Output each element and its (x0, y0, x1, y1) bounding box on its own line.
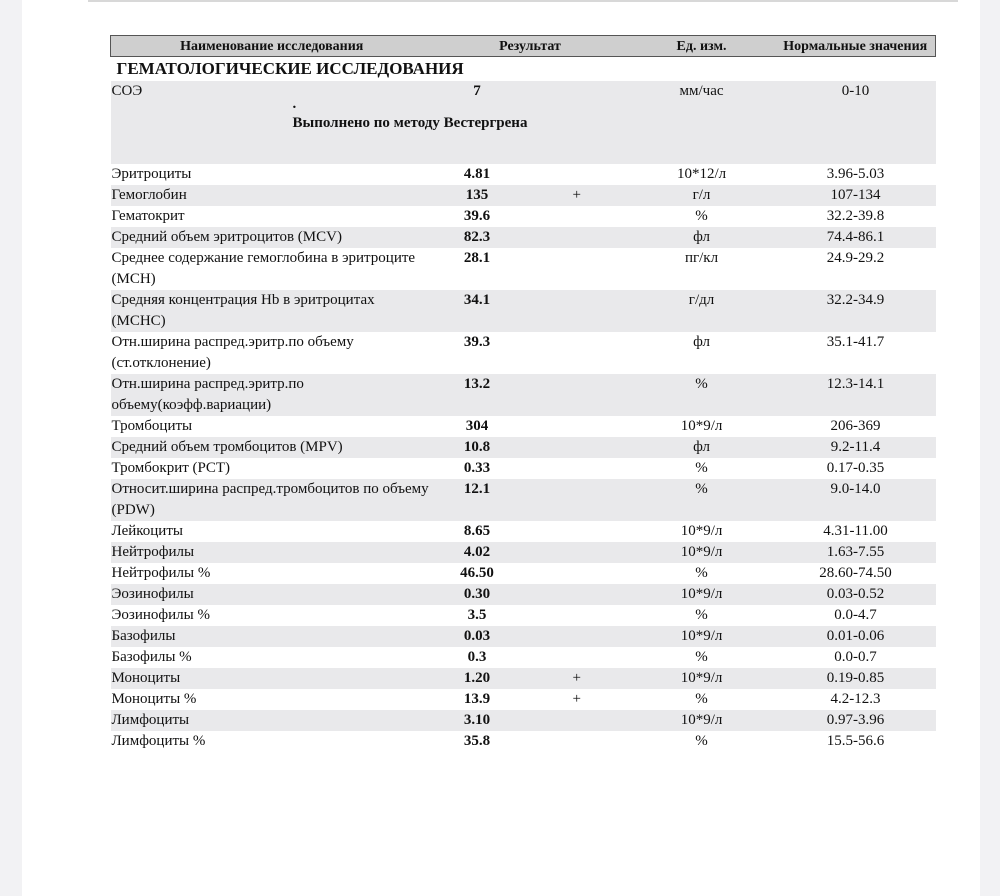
test-unit: 10*9/л (680, 523, 723, 539)
header-result: Результат (433, 36, 628, 57)
deviation-flag (522, 227, 628, 248)
esr-norm: 0-10 (776, 81, 936, 102)
test-result: 82.3 (433, 227, 522, 248)
test-unit: 10*9/л (628, 584, 776, 605)
test-name: Относит.ширина распред.тромбоцитов по объему (PDW) (111, 479, 433, 521)
test-result: 13.9 (463, 691, 491, 707)
deviation-flag (522, 626, 628, 647)
table-row (111, 458, 936, 479)
reference-range: 9.0-14.0 (776, 479, 936, 521)
test-name: Отн.ширина распред.эритр.по объему(коэфф.вариации) (111, 374, 433, 416)
deviation-flag: + (572, 691, 581, 707)
test-name: Базофилы % (111, 649, 192, 665)
deviation-flag (522, 437, 628, 458)
test-unit: пг/кл (684, 250, 719, 266)
test-name: Гемоглобин (111, 185, 433, 206)
results-table (110, 35, 936, 752)
table-row (111, 479, 936, 521)
table-row (111, 227, 936, 248)
test-unit: % (695, 460, 708, 476)
test-result: 304 (465, 418, 489, 434)
test-result: 46.50 (460, 565, 494, 581)
table-row (111, 605, 936, 626)
table-row (111, 206, 936, 227)
test-unit: 10*9/л (628, 542, 776, 563)
table-header-row (111, 36, 936, 57)
deviation-flag (522, 731, 628, 752)
reference-range: 0.0-0.7 (834, 649, 877, 665)
reference-range: 74.4-86.1 (776, 227, 936, 248)
test-unit: % (695, 649, 708, 665)
test-unit: % (695, 691, 708, 707)
table-row (111, 689, 936, 710)
deviation-flag (522, 584, 628, 605)
table-row (111, 416, 936, 437)
deviation-flag (522, 710, 628, 731)
reference-range: 32.2-34.9 (776, 290, 936, 332)
deviation-flag (522, 374, 628, 416)
esr-row (111, 81, 936, 102)
test-unit: 10*9/л (628, 668, 776, 689)
deviation-flag (522, 416, 628, 437)
reference-range: 0.01-0.06 (776, 626, 936, 647)
test-name: Лейкоциты (111, 523, 183, 539)
test-name: Средний объем эритроцитов (MCV) (111, 227, 433, 248)
test-name: Эритроциты (111, 166, 192, 182)
method-dot: . (292, 96, 297, 112)
header-name: Наименование исследования (111, 36, 433, 57)
test-result: 13.2 (433, 374, 522, 416)
section-title: ГЕМАТОЛОГИЧЕСКИЕ ИССЛЕДОВАНИЯ (116, 59, 464, 78)
test-result: 3.10 (433, 710, 522, 731)
table-row (111, 647, 936, 668)
test-result: 0.3 (467, 649, 487, 665)
reference-range: 32.2-39.8 (826, 208, 885, 224)
test-unit: 10*9/л (628, 710, 776, 731)
reference-range: 3.96-5.03 (826, 166, 885, 182)
deviation-flag (522, 542, 628, 563)
table-row (111, 668, 936, 689)
test-result: 3.5 (467, 607, 487, 623)
esr-unit: мм/час (628, 81, 776, 102)
test-unit: 10*9/л (680, 418, 723, 434)
test-unit: % (695, 733, 708, 749)
test-result: 8.65 (463, 523, 491, 539)
test-name: Средняя концентрация Hb в эритроцитах (MCHC) (111, 290, 433, 332)
table-row (111, 626, 936, 647)
test-result: 0.03 (433, 626, 522, 647)
reference-range: 0.97-3.96 (776, 710, 936, 731)
header-norm: Нормальные значения (776, 36, 936, 57)
reference-range: 206-369 (830, 418, 881, 434)
deviation-flag (522, 164, 628, 185)
test-result: 34.1 (433, 290, 522, 332)
reference-range: 0.03-0.52 (776, 584, 936, 605)
reference-range: 0.0-4.7 (834, 607, 877, 623)
table-row (111, 521, 936, 542)
table-row (111, 332, 936, 374)
test-name: Моноциты % (111, 691, 197, 707)
test-unit: фл (628, 227, 776, 248)
table-row (111, 290, 936, 332)
deviation-flag: + (522, 185, 628, 206)
deviation-flag: + (522, 668, 628, 689)
table-row (111, 185, 936, 206)
deviation-flag (522, 479, 628, 521)
test-name: Лимфоциты % (111, 733, 206, 749)
test-unit: % (628, 374, 776, 416)
test-name: Средний объем тромбоцитов (MPV) (111, 437, 433, 458)
test-unit: 10*12/л (676, 166, 727, 182)
test-unit: % (628, 479, 776, 521)
test-name: Нейтрофилы (111, 542, 433, 563)
test-unit: фл (628, 437, 776, 458)
reference-range: 0.17-0.35 (826, 460, 885, 476)
test-result: 4.81 (463, 166, 491, 182)
test-name: Тромбокрит (PCT) (111, 460, 231, 476)
header-unit: Ед. изм. (628, 36, 776, 57)
table-row (111, 248, 936, 290)
test-name: Базофилы (111, 626, 433, 647)
test-result: 0.33 (463, 460, 491, 476)
test-unit: % (695, 208, 708, 224)
reference-range: 28.60-74.50 (819, 565, 892, 581)
test-unit: фл (693, 334, 710, 350)
test-result: 4.02 (433, 542, 522, 563)
table-row (111, 164, 936, 185)
test-name: Тромбоциты (111, 418, 193, 434)
test-result: 1.20 (433, 668, 522, 689)
deviation-flag (522, 563, 628, 584)
deviation-flag (522, 605, 628, 626)
deviation-flag (522, 647, 628, 668)
reference-range: 9.2-11.4 (776, 437, 936, 458)
test-result: 28.1 (463, 250, 491, 266)
test-unit: % (695, 607, 708, 623)
test-result: 12.1 (433, 479, 522, 521)
deviation-flag (522, 206, 628, 227)
table-row (111, 374, 936, 416)
test-unit: г/дл (628, 290, 776, 332)
esr-result: 7 (433, 81, 522, 102)
test-name: Гематокрит (111, 208, 185, 224)
top-divider (88, 0, 958, 2)
section-row (111, 57, 936, 82)
test-unit: г/л (628, 185, 776, 206)
reference-range: 107-134 (776, 185, 936, 206)
reference-range: 35.1-41.7 (826, 334, 885, 350)
reference-range: 24.9-29.2 (826, 250, 885, 266)
table-row (111, 437, 936, 458)
deviation-flag (522, 290, 628, 332)
test-name: Отн.ширина распред.эритр.по объему (ст.отклонение) (111, 334, 354, 371)
test-result: 0.30 (433, 584, 522, 605)
esr-name: СОЭ (111, 81, 433, 102)
deviation-flag (522, 248, 628, 290)
table-row (111, 584, 936, 605)
reference-range: 4.31-11.00 (823, 523, 888, 539)
reference-range: 4.2-12.3 (830, 691, 881, 707)
test-result: 39.6 (463, 208, 491, 224)
test-name: Эозинофилы (111, 584, 433, 605)
table-row (111, 542, 936, 563)
deviation-flag (522, 521, 628, 542)
table-row (111, 731, 936, 752)
test-name: Моноциты (111, 668, 433, 689)
reference-range: 1.63-7.55 (776, 542, 936, 563)
test-name: Лимфоциты (111, 710, 433, 731)
test-result: 35.8 (463, 733, 491, 749)
test-unit: 10*9/л (628, 626, 776, 647)
table-row (111, 563, 936, 584)
test-result: 39.3 (463, 334, 491, 350)
test-result: 10.8 (433, 437, 522, 458)
table-row (111, 710, 936, 731)
test-name: Эозинофилы % (111, 607, 210, 623)
test-unit: % (695, 565, 708, 581)
reference-range: 12.3-14.1 (776, 374, 936, 416)
method-note: Выполнено по методу Вестергрена (292, 115, 528, 131)
test-name: Нейтрофилы % (111, 565, 211, 581)
test-name: Среднее содержание гемоглобина в эритроците (MCH) (111, 250, 416, 287)
reference-range: 15.5-56.6 (826, 733, 885, 749)
method-row (111, 102, 936, 164)
deviation-flag (522, 458, 628, 479)
test-result: 135 (433, 185, 522, 206)
deviation-flag (522, 332, 628, 374)
reference-range: 0.19-0.85 (776, 668, 936, 689)
